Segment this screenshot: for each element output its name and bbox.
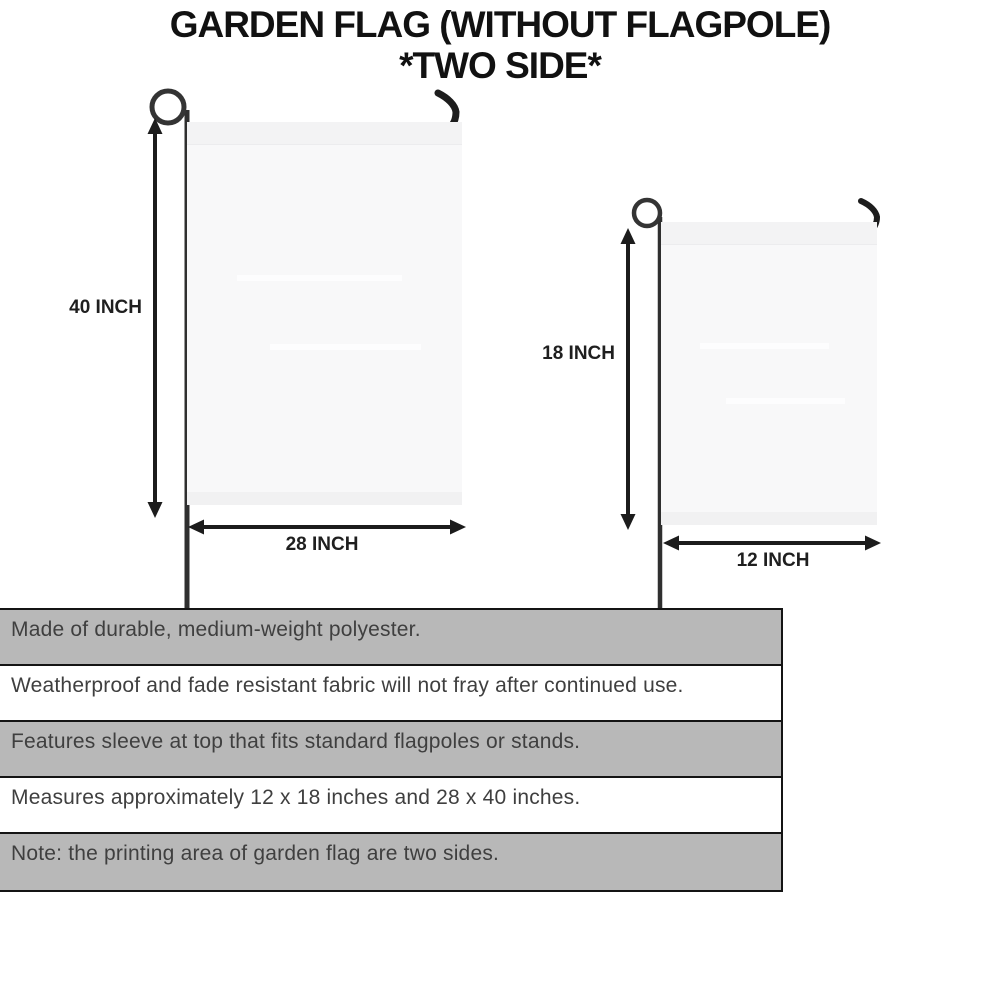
feature-table: [0, 608, 783, 892]
feature-row-sleeve: Features sleeve at top that fits standard flagpoles or stands.: [0, 722, 781, 778]
page-subtitle: *TWO SIDE*: [399, 45, 601, 86]
feature-row-measures: Measures approximately 12 x 18 inches and 28 x 40 inches.: [0, 778, 781, 834]
large-height-label: 40 INCH: [69, 297, 142, 318]
feature-row-note: Note: the printing area of garden flag are two sides.: [0, 834, 781, 890]
page-title: GARDEN FLAG (WITHOUT FLAGPOLE): [169, 4, 831, 45]
small-flag-sleeve: [661, 222, 877, 245]
fold-line: [237, 275, 402, 281]
fold-line: [726, 398, 845, 404]
small-height-arrow: [616, 228, 640, 530]
feature-row-material: Made of durable, medium-weight polyester.: [0, 610, 781, 666]
small-pole-loop: [634, 200, 660, 226]
large-height-arrow: [143, 118, 167, 518]
small-width-label: 12 INCH: [736, 550, 810, 571]
small-flag-hem: [661, 512, 877, 525]
large-flag-panel: [187, 122, 462, 505]
feature-row-weatherproof: Weatherproof and fade resistant fabric will not fray after continued use.: [0, 666, 781, 722]
small-flag-panel: [661, 222, 877, 525]
large-flag-sleeve: [187, 122, 462, 145]
large-flag-hem: [187, 492, 462, 505]
fold-line: [700, 343, 830, 349]
fold-line: [270, 344, 421, 350]
large-width-label: 28 INCH: [285, 534, 359, 555]
small-height-label: 18 INCH: [542, 343, 615, 364]
